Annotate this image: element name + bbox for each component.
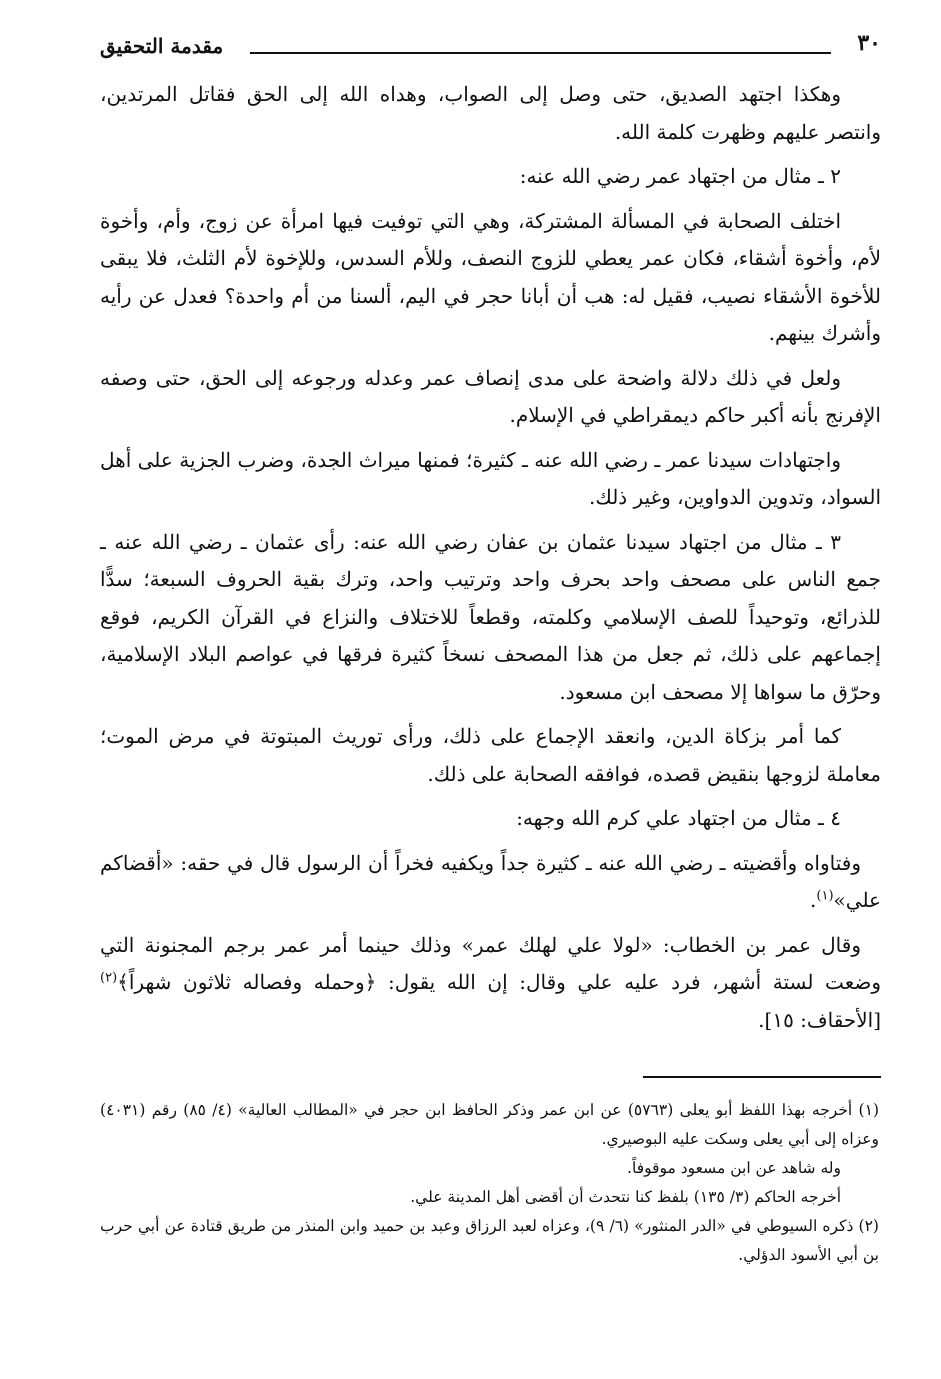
footnote-1: (١) أخرجه بهذا اللفظ أبو يعلى (٥٧٦٣) عن ابن عمر وذكر الحافظ ابن حجر في «المطالب العالية» (٤/ ٨٥) رقم (٤٠٣١) وعزاه إلى أبي يعلى وسكت عليه البوصيري. [100, 1101, 879, 1148]
footnote-separator [643, 1076, 881, 1078]
footnote-2: (٢) ذكره السيوطي في «الدر المنثور» (٦/ ٩)، وعزاه لعبد الرزاق وعبد بن حميد وابن المنذر من طريق قتادة عن أبي حرب بن أبي الأسود الدؤلي. [100, 1217, 879, 1264]
running-title: مقدمة التحقيق [100, 34, 224, 58]
paragraph-uthman-mushaf: ٣ ـ مثال من اجتهاد سيدنا عثمان بن عفان رضي الله عنه: رأى عثمان ـ رضي الله عنه ـ جمع الناس على مصحف واحد بحرف واحد وترتيب واحد، وترك بقية الحروف السبعة؛ سدًّا للذرائع، وتوحيداً للصف الإسلامي وكلمته، وقطعاً للاختلاف والنزاع في القرآن الكريم، فوقع إجماعهم على ذلك، ثم جعل من هذا المصحف نسخاً كثيرة فرقها في عواصم البلاد الإسلامية، وحرّق ما سواها إلا مصحف ابن مسعود. [100, 529, 881, 704]
footnotes [100, 1096, 879, 1270]
footnote-1-shahid: وله شاهد عن ابن مسعود موقوفاً. [627, 1159, 841, 1177]
paragraph-umar-ijtihadat: واجتهادات سيدنا عمر ـ رضي الله عنه ـ كثيرة؛ فمنها ميراث الجدة، وضرب الجزية على أهل السواد، وتدوين الدواوين، وغير ذلك. [100, 447, 881, 509]
heading-umar-example: ٢ ـ مثال من اجتهاد عمر رضي الله عنه: [519, 164, 841, 188]
footnote-ref-2[interactable]: (٢) [100, 970, 118, 986]
paragraph-end: . [810, 888, 817, 912]
paragraph-text: وفتاواه وأقضيته ـ رضي الله عنه ـ كثيرة جداً ويكفيه فخراً أن الرسول قال في حقه: «أقضاكم علي» [100, 850, 881, 912]
running-header [100, 26, 881, 66]
footnote-ref-1[interactable]: (١) [816, 888, 834, 904]
heading-ali-example: ٤ ـ مثال من اجتهاد علي كرم الله وجهه: [516, 806, 841, 830]
main-text [100, 76, 881, 1046]
paragraph-text: وقال عمر بن الخطاب: «لولا علي لهلك عمر» وذلك حينما أمر عمر برجم المجنونة التي وضعت لستة أشهر، فرد عليه علي وقال: إن الله يقول: ﴿وحمله وفصاله ثلاثون شهراً﴾ [100, 932, 881, 994]
paragraph-uthman-zakat: كما أمر بزكاة الدين، وانعقد الإجماع على ذلك، ورأى توريث المبتوتة في مرض الموت؛ معاملة لزوجها بنقيض قصده، فوافقه الصحابة على ذلك. [100, 724, 881, 786]
footnote-1-hakim: أخرجه الحاكم (٣/ ١٣٥) بلفظ كنا نتحدث أن أقضى أهل المدينة علي. [410, 1188, 841, 1206]
paragraph-umar-majnuna [100, 927, 881, 1040]
paragraph-umar-musharraka: اختلف الصحابة في المسألة المشتركة، وهي التي توفيت فيها امرأة عن زوج، وأم، وأخوة لأم، وأخوة أشقاء، فكان عمر يعطي للزوج النصف، وللأم السدس، وللإخوة لأم الثلث، فلا يبقى للأخوة الأشقاء نصيب، فقيل له: هب أن أبانا حجر في اليم، ألسنا من أم واحدة؟ فعدل عن رأيه وأشرك بينهم. [100, 208, 881, 345]
paragraph-umar-justice: ولعل في ذلك دلالة واضحة على مدى إنصاف عمر وعدله ورجوعه إلى الحق، حتى وصفه الإفرنج بأنه أكبر حاكم ديمقراطي في الإسلام. [100, 365, 881, 427]
verse-citation: [الأحقاف: ١٥]. [758, 1007, 881, 1032]
page-number: ٣٠ [857, 30, 881, 56]
paragraph-ali-fatawa [100, 845, 881, 920]
paragraph-siddiq: وهكذا اجتهد الصديق، حتى وصل إلى الصواب، وهداه الله إلى الحق فقاتل المرتدين، وانتصر عليهم وظهرت كلمة الله. [100, 82, 881, 144]
header-rule [250, 52, 831, 54]
